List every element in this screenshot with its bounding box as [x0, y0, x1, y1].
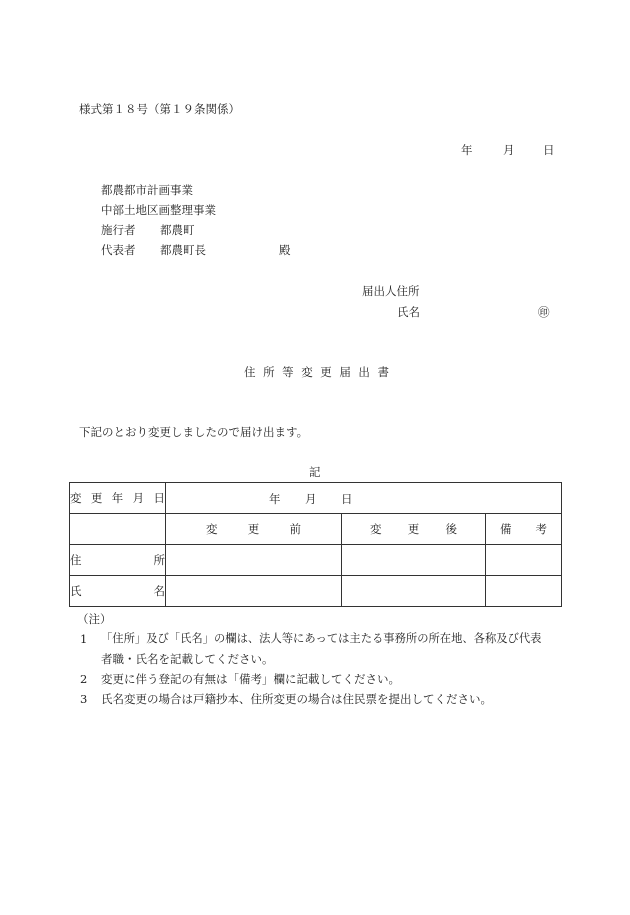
table-row-header	[70, 514, 562, 545]
header-char: 後	[445, 522, 457, 536]
header-char: 考	[535, 522, 548, 536]
note-text: 氏名変更の場合は戸籍抄本、住所変更の場合は住民票を提出してください。	[101, 692, 492, 706]
address-before-field[interactable]	[166, 545, 342, 576]
title-char: 届	[339, 365, 351, 379]
label-char: 住	[70, 553, 82, 567]
change-date-field[interactable]	[166, 483, 562, 514]
header-char: 前	[289, 522, 301, 536]
label-char: 日	[153, 491, 165, 505]
title-char: 出	[358, 365, 370, 379]
title-char: 更	[320, 365, 332, 379]
title-char: 住	[244, 365, 256, 379]
header-char: 備	[500, 522, 512, 536]
addressee-honorific: 殿	[279, 243, 291, 257]
ki-label: 記	[309, 465, 321, 479]
name-remarks-field[interactable]	[486, 576, 562, 607]
date-day-label: 日	[543, 143, 555, 157]
address-remarks-field[interactable]	[486, 545, 562, 576]
addressee-executor-label: 施行者	[101, 223, 136, 237]
date-year-label: 年	[461, 143, 473, 157]
addressee-representative-label: 代表者	[101, 243, 136, 257]
name-after-field[interactable]	[342, 576, 486, 607]
notes-header: （注）	[77, 612, 112, 626]
change-table	[69, 482, 562, 607]
name-before-field[interactable]	[166, 576, 342, 607]
label-char: 月	[132, 491, 145, 505]
header-char: 更	[247, 522, 260, 536]
header-char: 更	[407, 522, 420, 536]
date-month-label: 月	[503, 143, 515, 157]
label-char: 氏	[70, 584, 82, 598]
header-char: 変	[370, 522, 382, 536]
blank-header-cell	[70, 514, 166, 545]
name-label	[70, 576, 166, 607]
label-char: 年	[111, 491, 124, 505]
table-row-name	[70, 576, 562, 607]
label-char: 更	[90, 491, 103, 505]
addressee-executor-value: 都農町	[160, 223, 195, 237]
address-label	[70, 545, 166, 576]
table-row-address	[70, 545, 562, 576]
note-text: 変更に伴う登記の有無は「備考」欄に記載してください。	[101, 672, 400, 686]
note-number: 2	[80, 672, 88, 686]
addressee-representative-value: 都農町長	[160, 243, 206, 257]
address-after-field[interactable]	[342, 545, 486, 576]
document-title	[244, 365, 389, 379]
change-date-label	[70, 483, 166, 514]
note-text: 「住所」及び「氏名」の欄は、法人等にあっては主たる事務所の所在地、各称及び代表	[101, 632, 542, 645]
note-number: 1	[80, 632, 88, 646]
change-date-month: 月	[305, 492, 317, 506]
title-char: 変	[301, 365, 313, 379]
label-char: 所	[153, 553, 165, 567]
change-date-day: 日	[341, 492, 353, 506]
addressee-project: 都農都市計画事業	[101, 183, 193, 197]
label-char: 名	[153, 584, 165, 598]
label-char: 変	[70, 491, 82, 505]
table-row-change-date	[70, 483, 562, 514]
title-char: 書	[377, 365, 389, 379]
change-date-year: 年	[269, 492, 281, 506]
title-char: 所	[263, 365, 275, 379]
addressee-project-sub: 中部土地区画整理事業	[101, 203, 216, 217]
applicant-address-label: 届出人住所	[362, 284, 420, 298]
before-header	[166, 514, 342, 545]
applicant-name-label: 氏名	[397, 305, 420, 319]
header-char: 変	[206, 522, 218, 536]
after-header	[342, 514, 486, 545]
note-text-continued: 者職・氏名を記載してください。	[101, 652, 274, 666]
note-number: 3	[80, 692, 88, 706]
form-number: 様式第１８号（第１９条関係）	[79, 102, 240, 116]
body-text: 下記のとおり変更しましたので届け出ます。	[79, 425, 309, 439]
seal-mark: ㊞	[538, 305, 550, 319]
title-char: 等	[282, 365, 294, 379]
remarks-header	[486, 514, 562, 545]
